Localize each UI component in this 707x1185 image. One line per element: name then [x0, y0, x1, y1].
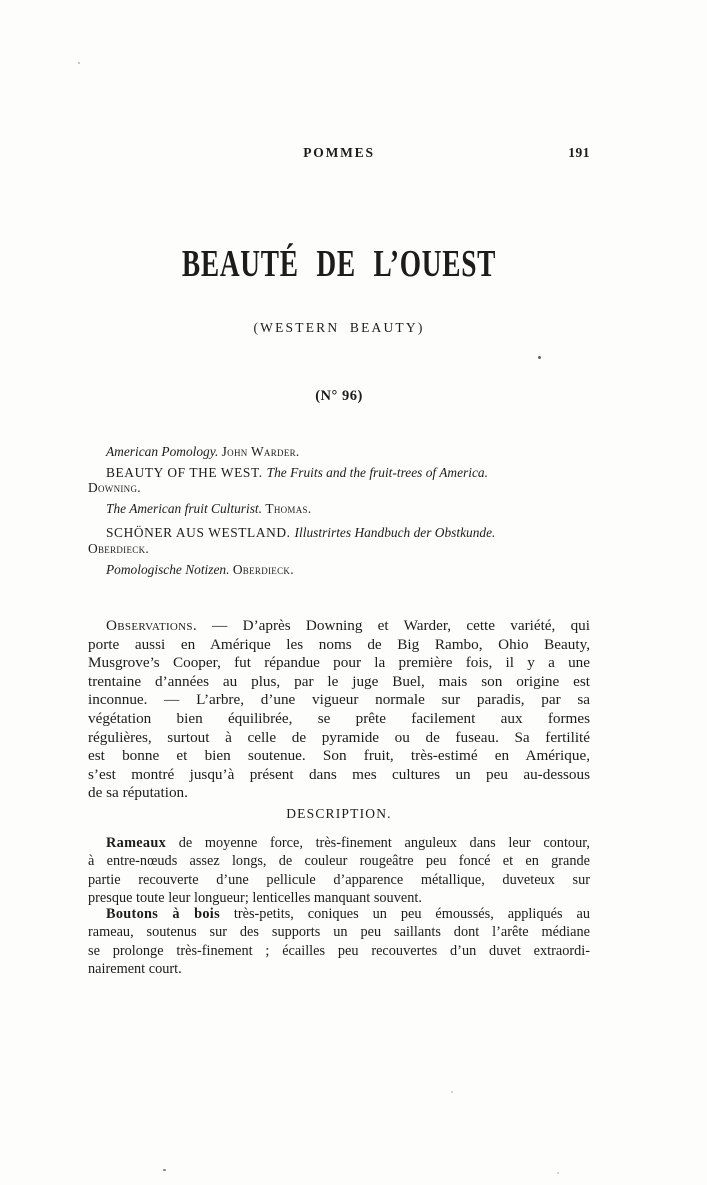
text-run: Oberdieck. — [88, 540, 150, 556]
text-line — [88, 541, 590, 557]
text-line — [88, 960, 590, 978]
text-run: Boutons à bois — [106, 906, 220, 922]
bibliography-entry-oberdieck-handbuch — [88, 525, 590, 556]
text-line — [88, 729, 590, 748]
text-run: Musgrove’s Cooper, fut répandue pour la première fois, il y a une — [88, 654, 590, 672]
text-run: BEAUTY OF THE WEST. — [106, 464, 267, 480]
text-run: à entre-nœuds assez longs, de couleur rougeâtre peu foncé et en grande — [88, 853, 590, 870]
text-run: Pomologische Notizen. — [106, 561, 233, 577]
running-header — [88, 145, 590, 161]
text-run: trentaine d’années au plus, par le juge Buel, mais son origine est — [88, 672, 590, 690]
text-column — [88, 0, 590, 1185]
text-line — [88, 673, 590, 692]
text-line — [88, 501, 590, 517]
text-run: rameau, soutenus sur des supports un peu saillants dont l’arête médiane — [88, 924, 590, 941]
text-line — [88, 525, 590, 541]
bibliography-entry-oberdieck-notizen — [88, 562, 590, 578]
text-line — [88, 834, 590, 852]
text-run: — D’après Downing et Warder, cette variété, qui — [196, 617, 590, 634]
text-line — [88, 691, 590, 710]
text-run: s’est montré jusqu’à présent dans mes cultures un peu au-dessous — [88, 765, 590, 783]
boutons-a-bois-paragraph — [88, 905, 590, 978]
text-run: de sa réputation. — [88, 784, 188, 802]
text-line — [88, 480, 590, 496]
text-line — [88, 784, 590, 803]
text-line — [88, 852, 590, 870]
bibliography-entry-warder — [88, 444, 590, 460]
text-run: Illustrirtes Handbuch der Obstkunde. — [294, 525, 496, 541]
bibliography-entry-downing — [88, 465, 590, 496]
variety-title: BEAUTÉ DE L’OUEST — [181, 243, 497, 285]
text-run: Rameaux — [106, 835, 167, 851]
text-run: Downing. — [88, 480, 141, 496]
bibliography-entry-thomas — [88, 501, 590, 517]
text-run: nairement court. — [88, 960, 182, 977]
text-line — [88, 465, 590, 481]
text-run: très-petits, coniques un peu émoussés, appliqués au — [219, 906, 590, 922]
text-line — [88, 710, 590, 729]
text-run: régulières, surtout à celle de pyramide ou de fuseau. Sa fertilité — [88, 728, 590, 746]
rameaux-paragraph — [88, 834, 590, 907]
text-run: porte aussi en Amérique les noms de Big Rambo, Ohio Beauty, — [88, 635, 590, 653]
text-run: partie recouverte d’une pellicule d’apparence métallique, duveteux sur — [88, 871, 590, 888]
description-heading: DESCRIPTION. — [286, 806, 392, 821]
variety-subtitle-english: (WESTERN BEAUTY) — [253, 320, 425, 335]
text-run: The American fruit Culturist. — [106, 500, 266, 516]
text-line — [88, 766, 590, 785]
text-line — [88, 636, 590, 655]
text-run: est bonne et bien soutenue. Son fruit, très-estimé en Amérique, — [88, 747, 590, 765]
observations-paragraph — [88, 617, 590, 803]
text-run: de moyenne force, très-finement anguleux dans leur contour, — [166, 835, 590, 851]
scan-speck — [78, 62, 80, 64]
text-line — [88, 444, 590, 460]
variety-number: (N° 96) — [315, 388, 363, 404]
page-number: 191 — [568, 145, 590, 160]
text-line — [88, 562, 590, 578]
text-run: The Fruits and the fruit-trees of America. — [266, 464, 488, 480]
text-line — [88, 747, 590, 766]
text-run: végétation bien équilibrée, se prête facilement aux formes — [88, 709, 590, 727]
header-section-title: POMMES — [303, 145, 375, 160]
text-line — [88, 923, 590, 941]
text-run: American Pomology. — [106, 444, 222, 459]
text-run: Oberdieck. — [232, 561, 294, 577]
text-line — [88, 905, 590, 923]
scan-speck — [163, 1169, 166, 1171]
text-line — [88, 942, 590, 960]
text-line — [88, 654, 590, 673]
scan-speck — [557, 1172, 559, 1174]
text-run: Observations. — [106, 617, 197, 634]
text-run: presque toute leur longueur; lenticelles manquant souvent. — [88, 889, 422, 906]
text-run: SCHÖNER AUS WESTLAND. — [106, 525, 295, 541]
text-run: inconnue. — L’arbre, d’une vigueur normale sur paradis, par sa — [88, 691, 590, 709]
text-run: se prolonge très-finement ; écailles peu recouvertes d’un duvet extraordi- — [88, 942, 590, 959]
scan-speck — [451, 1091, 453, 1093]
text-run: John Warder. — [221, 444, 300, 459]
text-run: Thomas. — [265, 500, 312, 516]
bibliography-list — [88, 444, 590, 577]
scan-speck — [538, 356, 541, 359]
text-line — [88, 871, 590, 889]
text-line — [88, 617, 590, 636]
